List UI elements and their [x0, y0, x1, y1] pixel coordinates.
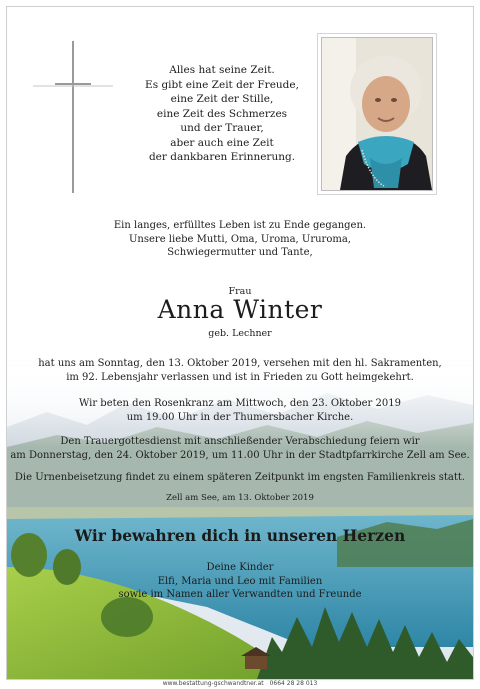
portrait-photo — [322, 38, 432, 190]
footer-phone: 0664 28 28 013 — [269, 680, 318, 687]
rosary-notice — [7, 397, 473, 424]
death-notice — [7, 357, 473, 384]
memorial-quote — [127, 63, 317, 165]
cross-icon — [33, 37, 113, 197]
family-signature — [7, 561, 473, 602]
footer-website[interactable]: www.bestattung-gschwandtner.at — [162, 680, 264, 687]
funeral-line: Den Trauergottesdienst mit anschließender Verabschiedung feiern wir — [60, 436, 420, 447]
portrait-frame — [321, 37, 433, 191]
family-line: Elfi, Maria und Leo mit Familien — [157, 575, 323, 587]
intro-text — [7, 219, 473, 260]
parte-card — [6, 6, 474, 680]
death-notice-line: im 92. Lebensjahr verlassen und ist in Frieden zu Gott heimgekehrt. — [66, 371, 414, 383]
quote-line: Es gibt eine Zeit der Freude, — [145, 78, 299, 91]
family-line: sowie im Namen aller Verwandten und Freunde — [118, 589, 362, 600]
quote-line: der dankbaren Erinnerung. — [148, 151, 296, 163]
deceased-name: Anna Winter — [157, 295, 323, 324]
quote-line: eine Zeit der Stille, — [170, 93, 274, 105]
funeral-line: am Donnerstag, den 24. Oktober 2019, um 11.00 Uhr in der Stadtpfarrkirche Zell am See. — [10, 449, 470, 461]
quote-line: aber auch eine Zeit — [170, 136, 274, 149]
salutation: Frau — [228, 286, 252, 297]
family-line: Deine Kinder — [206, 562, 274, 573]
intro-line: Schwiegermutter und Tante, — [167, 247, 313, 258]
rosary-line: um 19.00 Uhr in der Thumersbacher Kirche. — [126, 411, 354, 423]
quote-line: eine Zeit des Schmerzes — [156, 107, 288, 120]
quote-line: Alles hat seine Zeit. — [169, 64, 275, 76]
urn-line: Die Urnenbeisetzung findet zu einem späteren Zeitpunkt im engsten Familienkreis statt. — [14, 472, 466, 483]
urn-notice — [7, 471, 473, 485]
rosary-line: Wir beten den Rosenkranz am Mittwoch, den 23. Oktober 2019 — [79, 398, 401, 409]
maiden-name: geb. Lechner — [208, 328, 272, 339]
death-notice-line: hat uns am Sonntag, den 13. Oktober 2019, versehen mit den hl. Sakramenten, — [38, 358, 442, 369]
footer — [0, 680, 480, 688]
heart-line-heading: Wir bewahren dich in unseren Herzen — [74, 526, 406, 545]
funeral-notice — [7, 435, 473, 462]
intro-line: Ein langes, erfülltes Leben ist zu Ende gegangen. — [113, 220, 367, 231]
intro-line: Unsere liebe Mutti, Oma, Uroma, Ururoma, — [129, 233, 351, 245]
quote-line: und der Trauer, — [180, 122, 264, 134]
place-date: Zell am See, am 13. Oktober 2019 — [166, 493, 314, 503]
